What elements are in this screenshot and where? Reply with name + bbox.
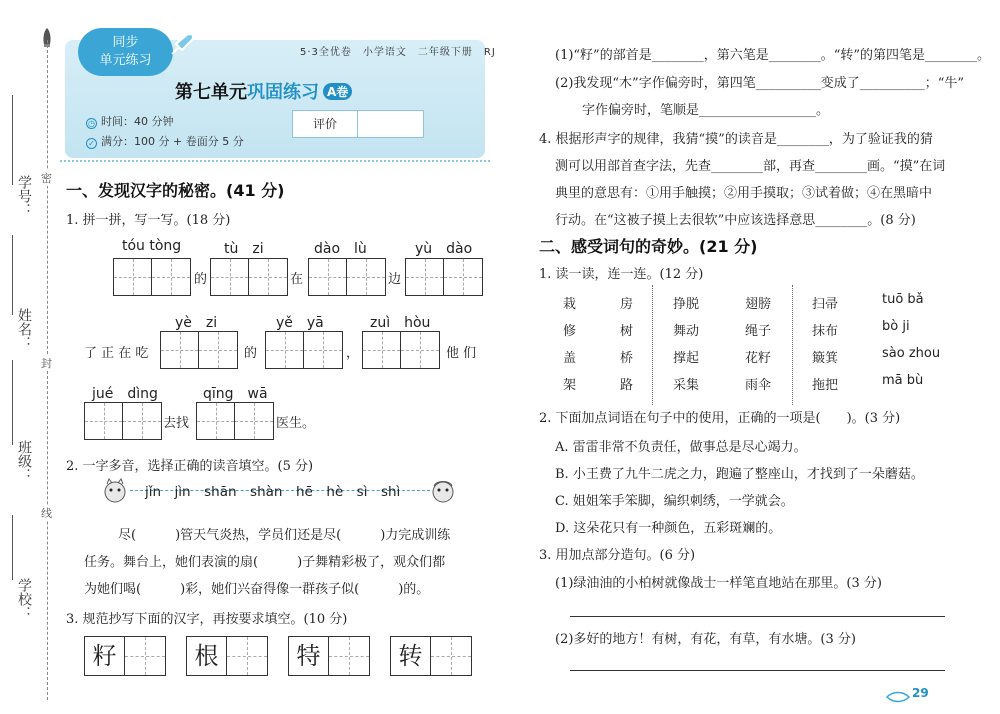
question-3-title: 3. 规范抄写下面的汉字，再按要求填空。(10 分) bbox=[66, 612, 348, 627]
question-3-title: 3. 用加点部分造句。(6 分) bbox=[539, 548, 696, 563]
school-label: 学校： bbox=[16, 578, 32, 620]
pinyin: yě yā bbox=[276, 315, 324, 331]
question-2-title: 2. 一字多音，选择正确的读音填空。(5 分) bbox=[66, 459, 314, 474]
pinyin: zuì hòu bbox=[370, 315, 431, 331]
match-word[interactable]: 簸箕 bbox=[812, 351, 839, 366]
match-word[interactable]: 栽 bbox=[563, 297, 577, 312]
question-1-title: 1. 拼一拼，写一写。(18 分) bbox=[66, 213, 231, 228]
writing-grid[interactable] bbox=[308, 258, 386, 296]
match-pinyin[interactable]: mā bù bbox=[882, 373, 924, 388]
match-word[interactable]: 抹布 bbox=[812, 324, 839, 339]
writing-grid[interactable] bbox=[265, 331, 343, 369]
seal-char-xian: 线 bbox=[41, 507, 52, 520]
section-2-title: 二、感受词句的奇妙。(21 分) bbox=[539, 237, 758, 256]
clock-icon: ◷ bbox=[86, 118, 97, 129]
rocket-icon bbox=[168, 30, 196, 58]
text-segment: 医生。 bbox=[276, 416, 316, 431]
text-segment: 在 bbox=[290, 272, 304, 287]
cartoon-animal-icon bbox=[100, 478, 130, 504]
answer-line[interactable] bbox=[570, 616, 945, 617]
writing-grid[interactable] bbox=[84, 402, 162, 440]
match-word[interactable]: 翅膀 bbox=[745, 297, 772, 312]
match-word[interactable]: 桥 bbox=[620, 351, 634, 366]
page-title: 第七单元巩固练习 A卷 bbox=[175, 78, 352, 104]
pinyin: qīng wā bbox=[203, 386, 268, 402]
paragraph-line: 尽( )管天气炎热，学员们还是尽( )力完成训练 bbox=[118, 528, 451, 543]
question-4-line: 4. 根据形声字的规律，我猜“摸”的读音是________，为了验证我的猜 bbox=[539, 132, 933, 147]
match-divider bbox=[792, 285, 793, 405]
name-label: 姓名： bbox=[16, 308, 32, 350]
pinyin-options: jǐn jìn shān shàn hē hè sì shì bbox=[145, 484, 401, 500]
writing-grid[interactable] bbox=[113, 258, 191, 296]
sync-badge: 同步 单元练习 bbox=[78, 28, 173, 76]
pinyin: dào lù bbox=[314, 241, 367, 257]
answer-line[interactable] bbox=[570, 670, 945, 671]
match-pinyin[interactable]: sào zhou bbox=[882, 346, 941, 361]
match-word[interactable]: 路 bbox=[620, 378, 634, 393]
pinyin: tóu tòng bbox=[122, 238, 182, 254]
writing-grid[interactable] bbox=[362, 331, 440, 369]
option-a[interactable]: A. 雷雷非常不负责任，做事总是尽心竭力。 bbox=[555, 440, 807, 455]
question-2-title: 2. 下面加点词语在句子中的使用，正确的一项是( )。(3 分) bbox=[539, 411, 901, 426]
match-word[interactable]: 扫帚 bbox=[812, 297, 839, 312]
page-number: 29 bbox=[912, 686, 929, 700]
class-label: 班级： bbox=[16, 440, 32, 482]
match-word[interactable]: 树 bbox=[620, 324, 634, 339]
match-word[interactable]: 花籽 bbox=[745, 351, 772, 366]
question-4-line: 行动。在“这被子摸上去很软”中应该选择意思________。(8 分) bbox=[555, 213, 916, 228]
match-word[interactable]: 盖 bbox=[563, 351, 577, 366]
writing-grid[interactable] bbox=[405, 258, 483, 296]
pinyin: tù zi bbox=[224, 241, 264, 257]
match-word[interactable]: 挣脱 bbox=[673, 297, 700, 312]
question-3-part-2: (2)我发现“木”字作偏旁时，第四笔__________变成了__________；“牛” bbox=[555, 76, 964, 91]
option-d[interactable]: D. 这朵花只有一种颜色，五彩斑斓的。 bbox=[555, 521, 782, 536]
cartoon-animal-icon bbox=[428, 478, 458, 504]
writing-grid[interactable] bbox=[196, 402, 274, 440]
match-divider bbox=[652, 285, 653, 405]
pinyin: jué dìng bbox=[92, 386, 158, 402]
time-info: ◷ 时间：40 分钟 bbox=[88, 115, 174, 128]
sentence-prompt-2: (2)多好的地方！有树，有花，有草，有水塘。(3 分) bbox=[555, 632, 856, 647]
pinyin: yù dào bbox=[415, 241, 473, 257]
match-pinyin[interactable]: tuō bǎ bbox=[882, 292, 924, 307]
header-divider bbox=[60, 160, 490, 162]
question-3-part-1: (1)“籽”的部首是________，第六笔是________。“转”的第四笔是________。 bbox=[555, 48, 990, 63]
text-segment: 的 bbox=[244, 346, 258, 361]
page-arrow-icon bbox=[885, 688, 911, 700]
evaluation-label: 评价 bbox=[293, 111, 358, 137]
match-word[interactable]: 采集 bbox=[673, 378, 700, 393]
text-segment: 的 bbox=[194, 272, 208, 287]
match-word[interactable]: 房 bbox=[620, 297, 634, 312]
match-word[interactable]: 舞动 bbox=[673, 324, 700, 339]
match-word[interactable]: 绳子 bbox=[745, 324, 772, 339]
question-1-title: 1. 读一读，连一连。(12 分) bbox=[539, 267, 704, 282]
section-1-title: 一、发现汉字的秘密。(41 分) bbox=[66, 181, 285, 200]
seal-char-mi: 密 bbox=[41, 172, 52, 185]
writing-grid[interactable] bbox=[210, 258, 288, 296]
option-c[interactable]: C. 姐姐笨手笨脚，编织刺绣，一学就会。 bbox=[555, 494, 794, 509]
copy-grid[interactable]: 根 bbox=[186, 636, 268, 676]
writing-grid[interactable] bbox=[160, 331, 238, 369]
question-4-line: 测可以用部首查字法，先查________部，再查________画。“摸”在词 bbox=[555, 159, 946, 174]
check-icon: ✓ bbox=[86, 138, 97, 149]
paragraph-line: 任务。舞台上，她们表演的扇( )子舞精彩极了，观众们都 bbox=[84, 555, 446, 570]
match-word[interactable]: 拖把 bbox=[812, 378, 839, 393]
student-id-line[interactable] bbox=[12, 95, 13, 185]
option-b[interactable]: B. 小王费了九牛二虎之力，跑遍了整座山，才找到了一朵蘑菇。 bbox=[555, 467, 924, 482]
copy-grid[interactable]: 特 bbox=[288, 636, 370, 676]
match-pinyin[interactable]: bò ji bbox=[882, 319, 910, 334]
question-4-line: 典里的意思有：①用手触摸；②用手摸取；③试着做；④在黑暗中 bbox=[555, 186, 933, 201]
copy-grid[interactable]: 转 bbox=[390, 636, 472, 676]
match-word[interactable]: 撑起 bbox=[673, 351, 700, 366]
text-segment: ， bbox=[346, 346, 360, 361]
seal-char-feng: 封 bbox=[41, 357, 52, 370]
evaluation-box[interactable] bbox=[292, 110, 424, 138]
text-segment: 他 们 bbox=[446, 346, 477, 361]
sentence-prompt-1: (1)绿油油的小柏树就像战士一样笔直地站在那里。(3 分) bbox=[555, 576, 882, 591]
name-line[interactable] bbox=[12, 235, 13, 315]
question-3-part-2-cont: 字作偏旁时，笔顺是__________________。 bbox=[582, 103, 830, 118]
pinyin: yè zi bbox=[175, 315, 218, 331]
text-segment: 去找 bbox=[163, 416, 190, 431]
class-line[interactable] bbox=[12, 360, 13, 445]
match-word[interactable]: 架 bbox=[563, 378, 577, 393]
book-meta: 5·3全优卷 小学语文 二年级下册 RJ bbox=[300, 47, 496, 58]
score-info: ✓ 满分：100 分 + 卷面分 5 分 bbox=[86, 133, 244, 149]
paragraph-line: 为她们喝( )彩，她们兴奋得像一群孩子似( )的。 bbox=[84, 582, 430, 597]
version-badge: A卷 bbox=[323, 83, 352, 100]
text-segment: 边 bbox=[388, 272, 402, 287]
copy-grid[interactable]: 籽 bbox=[84, 636, 166, 676]
match-word[interactable]: 雨伞 bbox=[745, 378, 772, 393]
match-word[interactable]: 修 bbox=[563, 324, 577, 339]
text-segment: 了 正 在 吃 bbox=[84, 346, 149, 361]
student-id-label: 学号： bbox=[16, 175, 32, 217]
school-line[interactable] bbox=[12, 515, 13, 580]
